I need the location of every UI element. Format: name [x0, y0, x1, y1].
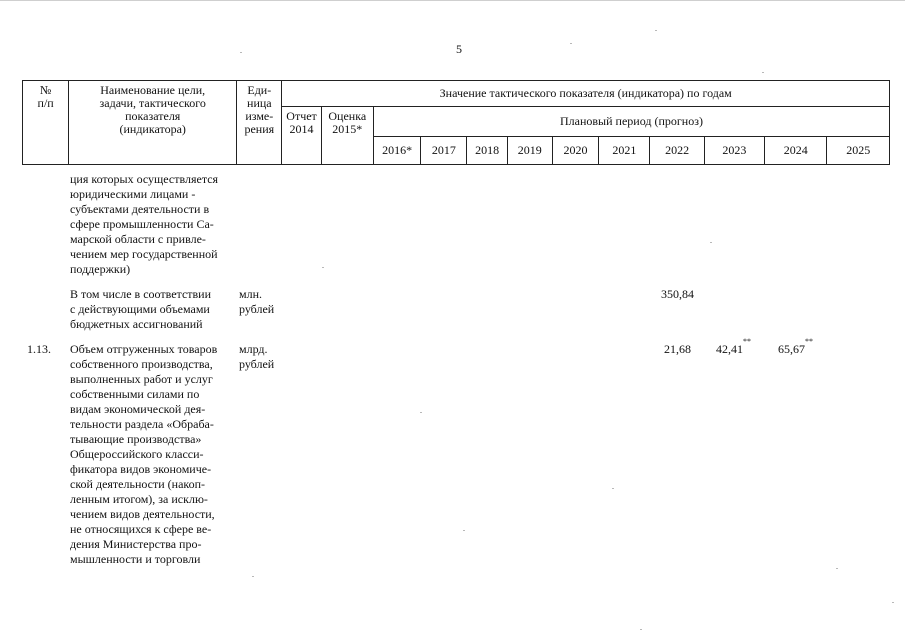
- indicator-table-header: [22, 80, 890, 165]
- header-name-line-1: Наименование цели,: [100, 83, 206, 97]
- scan-speck: [892, 602, 894, 603]
- header-report-line-1: Отчет: [286, 109, 317, 123]
- row-budget-name: [70, 287, 234, 332]
- row-0-line-3: субъектами деятельности в: [70, 202, 210, 216]
- header-year-2021: 2021: [599, 137, 650, 165]
- page-number: 5: [456, 42, 462, 56]
- value-2023-footnote-mark: **: [743, 337, 751, 346]
- row-1-13-value-2022: 21,68: [664, 342, 691, 356]
- header-unit-line-4: рения: [244, 122, 275, 136]
- row-2-line-2: собственного производства,: [70, 357, 213, 371]
- row-1-line-3: бюджетных ассигнований: [70, 317, 203, 331]
- scan-speck: [463, 530, 465, 531]
- header-number-cell: [23, 81, 69, 165]
- row-0-line-2: юридическими лицами -: [70, 187, 196, 201]
- scan-speck: [322, 267, 324, 268]
- scan-speck: [836, 568, 838, 569]
- row-0-line-6: чением мер государственной: [70, 247, 218, 261]
- row-2-line-6: тельности раздела «Обраба-: [70, 417, 214, 431]
- row-2-line-12: чением видов деятельности,: [70, 507, 215, 521]
- header-number-line-1: №: [39, 83, 52, 97]
- scan-speck: [762, 72, 764, 73]
- value-2023-number: 42,41: [716, 342, 743, 356]
- row-1-line-1: В том числе в соответствии: [70, 287, 212, 301]
- scan-speck: [252, 576, 254, 577]
- row-2-unit-line-1: млрд.: [239, 342, 268, 356]
- row-2-line-8: Общероссийского класси-: [70, 447, 204, 461]
- row-2-line-3: выполненных работ и услуг: [70, 372, 213, 386]
- scan-speck: [570, 43, 572, 44]
- row-1-line-2: с действующими объемами: [70, 302, 210, 316]
- row-2-line-7: тывающие производства»: [70, 432, 202, 446]
- value-2024-footnote-mark: **: [805, 337, 813, 346]
- scan-speck: [240, 52, 242, 53]
- row-2-line-9: фикатора видов экономиче-: [70, 462, 212, 476]
- row-0-line-7: поддержки): [70, 262, 131, 276]
- header-year-2019: 2019: [507, 137, 552, 165]
- header-number-line-2: п/п: [37, 96, 54, 110]
- header-year-2017: 2017: [421, 137, 467, 165]
- row-budget-value-2022: 350,84: [661, 287, 694, 301]
- value-2024-number: 65,67: [778, 342, 805, 356]
- scan-speck: [655, 30, 657, 31]
- row-2-line-5: видам экономической дея-: [70, 402, 206, 416]
- row-2-line-15: мышленности и торговли: [70, 552, 201, 566]
- scan-speck: [640, 629, 642, 630]
- header-year-2018: 2018: [467, 137, 507, 165]
- header-values-title: Значение тактического показателя (индикатора) по годам: [282, 81, 890, 107]
- header-unit-line-3: изме-: [245, 109, 274, 123]
- header-year-2024: 2024: [765, 137, 827, 165]
- row-1-unit-line-1: млн.: [239, 287, 263, 301]
- header-plan-title: Плановый период (прогноз): [373, 107, 889, 137]
- row-2-line-11: ленным итогом), за исклю-: [70, 492, 208, 506]
- row-1-13-value-2023: [716, 337, 751, 357]
- header-year-2022: 2022: [650, 137, 704, 165]
- header-name-line-2: задачи, тактического: [99, 96, 206, 110]
- scan-speck: [710, 242, 712, 243]
- row-0-line-1: ция которых осуществляется: [70, 172, 219, 186]
- row-1-unit-line-2: рублей: [239, 302, 275, 316]
- header-unit-line-1: Еди-: [247, 83, 272, 97]
- row-2-unit-line-2: рублей: [239, 357, 275, 371]
- row-continuation-name: [70, 172, 234, 277]
- row-2-line-1: Объем отгруженных товаров: [70, 342, 218, 356]
- header-year-2025: 2025: [827, 137, 890, 165]
- header-unit-cell: [237, 81, 282, 165]
- row-2-line-13: не относящихся к сфере ве-: [70, 522, 212, 536]
- header-report-line-2: 2014: [289, 122, 314, 136]
- top-edge-rule: [0, 0, 905, 1]
- row-1-13-unit: [239, 342, 274, 372]
- header-year-2023: 2023: [704, 137, 764, 165]
- row-0-line-4: сфере промышленности Са-: [70, 217, 214, 231]
- header-name-cell: [69, 81, 237, 165]
- row-2-line-14: дения Министерства про-: [70, 537, 202, 551]
- row-1-13-value-2024: [778, 337, 813, 357]
- header-name-line-4: (индикатора): [119, 122, 186, 136]
- header-year-2016: 2016*: [373, 137, 420, 165]
- header-estimate-cell: [321, 107, 373, 165]
- header-estimate-line-2: 2015*: [332, 122, 363, 136]
- header-report-cell: [282, 107, 321, 165]
- header-year-2020: 2020: [552, 137, 598, 165]
- row-1-13-number: 1.13.: [27, 342, 51, 356]
- scan-speck: [612, 488, 614, 489]
- row-budget-unit: [239, 287, 274, 317]
- row-2-line-10: ской деятельности (накоп-: [70, 477, 206, 491]
- row-0-line-5: марской области с привле-: [70, 232, 206, 246]
- header-estimate-line-1: Оценка: [328, 109, 367, 123]
- header-name-line-3: показателя: [125, 109, 181, 123]
- scan-speck: [420, 412, 422, 413]
- row-1-13-name: [70, 342, 234, 567]
- row-2-line-4: собственными силами по: [70, 387, 200, 401]
- header-unit-line-2: ница: [247, 96, 272, 110]
